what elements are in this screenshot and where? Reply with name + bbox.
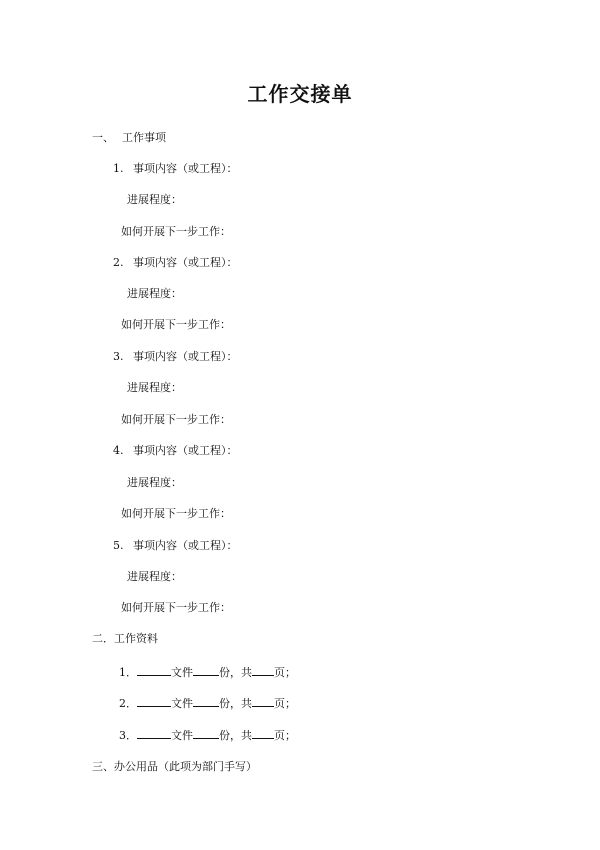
item-next-step-label: 如何开展下一步工作： [121, 318, 231, 331]
copies-label: 份，共 [219, 697, 252, 710]
materials-row [119, 727, 296, 743]
file-name-blank[interactable] [137, 664, 171, 676]
item-number: 5. [113, 539, 124, 552]
item-progress-label: 进展程度： [127, 287, 182, 300]
copies-label: 份，共 [219, 729, 252, 742]
section-office-supplies-heading: 三、办公用品（此项为部门手写） [92, 760, 257, 773]
item-number: 2. [113, 256, 124, 269]
item-number: 1. [113, 162, 124, 175]
item-content-line [113, 256, 238, 270]
item-content-label: 事项内容（或工程）： [133, 539, 238, 552]
item-content-line [113, 162, 238, 176]
row-number: 2． [119, 697, 137, 710]
copies-blank[interactable] [193, 727, 219, 739]
pages-blank[interactable] [252, 727, 274, 739]
materials-row [119, 695, 296, 711]
item-progress-label: 进展程度： [127, 476, 182, 489]
pages-blank[interactable] [252, 695, 274, 707]
item-content-line [113, 539, 238, 553]
item-next-step-label: 如何开展下一步工作： [121, 413, 231, 426]
section-number: 一、 [92, 131, 114, 144]
item-content-line [113, 350, 238, 364]
pages-blank[interactable] [252, 664, 274, 676]
file-label: 文件 [171, 697, 193, 710]
pages-label: 页； [274, 729, 296, 742]
file-label: 文件 [171, 729, 193, 742]
file-name-blank[interactable] [137, 727, 171, 739]
item-progress-label: 进展程度： [127, 381, 182, 394]
item-content-label: 事项内容（或工程）： [133, 444, 238, 457]
copies-label: 份，共 [219, 666, 252, 679]
pages-label: 页； [274, 697, 296, 710]
item-next-step-label: 如何开展下一步工作： [121, 507, 231, 520]
copies-blank[interactable] [193, 664, 219, 676]
page-title: 工作交接单 [247, 82, 353, 106]
item-progress-label: 进展程度： [127, 570, 182, 583]
item-next-step-label: 如何开展下一步工作： [121, 601, 231, 614]
item-number: 3. [113, 350, 124, 363]
item-next-step-label: 如何开展下一步工作： [121, 225, 231, 238]
pages-label: 页； [274, 666, 296, 679]
item-content-label: 事项内容（或工程）： [133, 256, 238, 269]
copies-blank[interactable] [193, 695, 219, 707]
file-name-blank[interactable] [137, 695, 171, 707]
section-work-items-heading [92, 131, 166, 145]
item-progress-label: 进展程度： [127, 193, 182, 206]
materials-row [119, 664, 296, 680]
item-content-line [113, 444, 238, 458]
item-content-label: 事项内容（或工程）： [133, 350, 238, 363]
row-number: 3． [119, 729, 137, 742]
file-label: 文件 [171, 666, 193, 679]
section-title: 工作事项 [122, 131, 166, 144]
row-number: 1． [119, 666, 137, 679]
section-work-materials-heading: 二．工作资料 [92, 632, 158, 645]
item-content-label: 事项内容（或工程）： [133, 162, 238, 175]
item-number: 4. [113, 444, 124, 457]
